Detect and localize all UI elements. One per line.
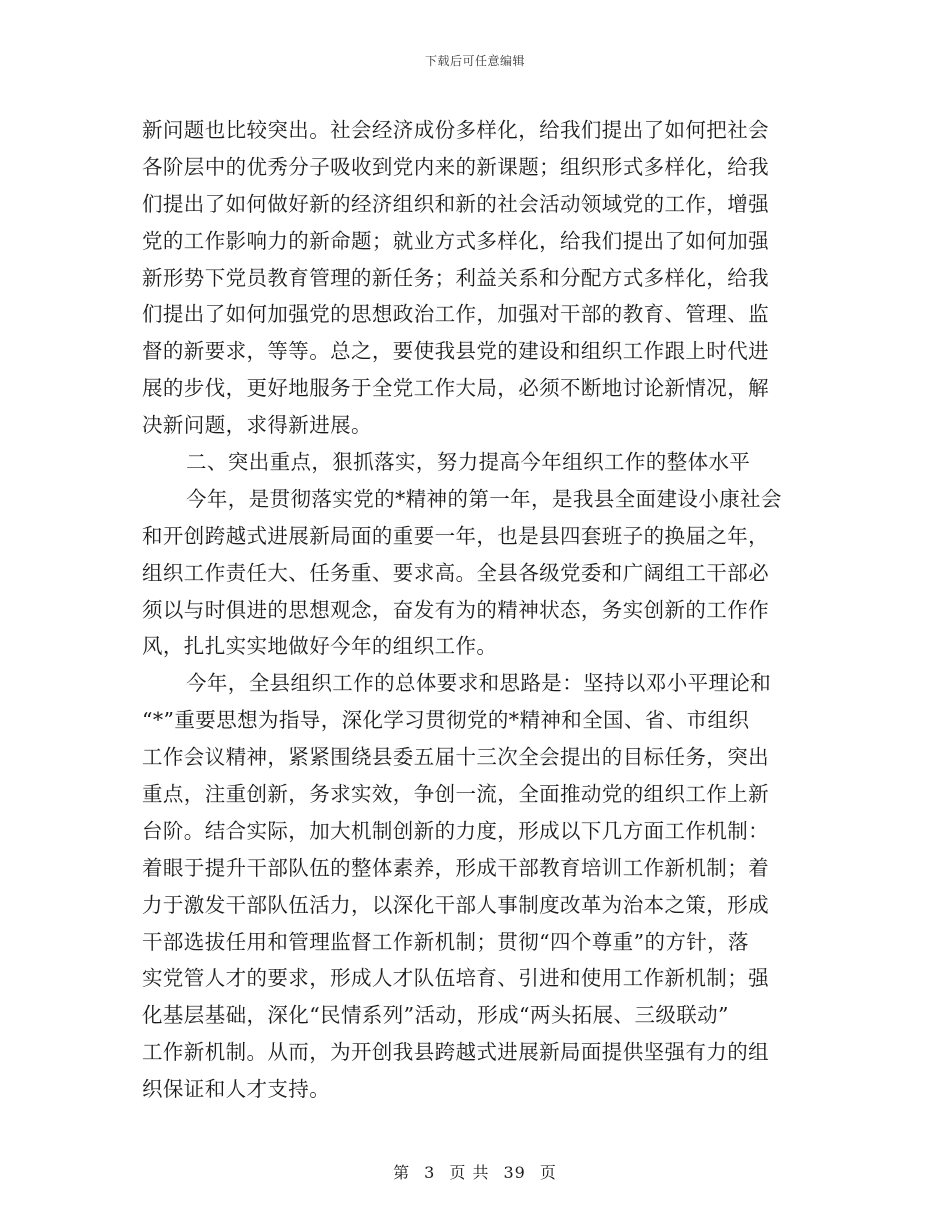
text-line: 干部选拔任用和管理监督工作新机制；贯彻“四个尊重”的方针，落 — [142, 929, 749, 954]
text-line: 实党管人才的要求，形成人才队伍培育、引进和使用工作新机制；强 — [142, 966, 769, 991]
text-line: “*”重要思想为指导，深化学习贯彻党的*精神和全国、省、市组织 — [142, 708, 750, 733]
text-line: 重点，注重创新，务求实效，争创一流，全面推动党的组织工作上新 — [142, 782, 769, 807]
text-line: 着眼于提升干部队伍的整体素养，形成干部教育培训工作新机制；着 — [142, 855, 769, 880]
text-line: 新形势下党员教育管理的新任务；利益关系和分配方式多样化，给我 — [142, 265, 769, 290]
text-line: 化基层基础，深化“民情系列”活动，形成“两头拓展、三级联动” — [142, 1003, 729, 1028]
text-line: 织保证和人才支持。 — [142, 1077, 331, 1102]
text-line: 须以与时俱进的思想观念，奋发有为的精神状态，务实创新的工作作 — [142, 597, 769, 622]
text-line: 工作会议精神，紧紧围绕县委五届十三次全会提出的目标任务，突出 — [142, 745, 769, 770]
text-line: 们提出了如何做好新的经济组织和新的社会活动领域党的工作，增强 — [142, 191, 769, 216]
page-footer — [0, 1160, 950, 1183]
text-line: 今年，全县组织工作的总体要求和思路是：坚持以邓小平理论和 — [186, 671, 772, 696]
text-line: 和开创跨越式进展新局面的重要一年，也是县四套班子的换届之年， — [142, 523, 769, 548]
text-line: 督的新要求，等等。总之，要使我县党的建设和组织工作跟上时代进 — [142, 339, 769, 364]
footer-suffix: 页 — [539, 1163, 557, 1182]
text-line: 今年，是贯彻落实党的*精神的第一年，是我县全面建设小康社会 — [186, 486, 782, 511]
current-page-number: 3 — [424, 1163, 436, 1182]
section-heading: 二、突出重点，狠抓落实，努力提高今年组织工作的整体水平 — [186, 450, 751, 475]
text-line: 展的步伐，更好地服务于全党工作大局，必须不断地讨论新情况，解 — [142, 376, 769, 401]
text-line: 们提出了如何加强党的思想政治工作，加强对干部的教育、管理、监 — [142, 302, 769, 327]
text-line: 台阶。结合实际，加大机制创新的力度，形成以下几方面工作机制： — [142, 818, 769, 843]
text-line: 党的工作影响力的新命题；就业方式多样化，给我们提出了如何加强 — [142, 228, 769, 253]
total-page-count: 39 — [503, 1163, 526, 1182]
text-line: 风，扎扎实实地做好今年的组织工作。 — [142, 634, 498, 659]
text-line: 各阶层中的优秀分子吸收到党内来的新课题；组织形式多样化，给我 — [142, 154, 769, 179]
text-line: 决新问题，求得新进展。 — [142, 413, 372, 438]
text-line: 工作新机制。从而，为开创我县跨越式进展新局面提供坚强有力的组 — [142, 1040, 769, 1065]
text-line: 组织工作责任大、任务重、要求高。全县各级党委和广阔组工干部必 — [142, 560, 769, 585]
document-body — [142, 112, 810, 1108]
page-header: 下载后可任意编辑 — [424, 54, 525, 68]
footer-prefix: 第 — [393, 1163, 411, 1182]
text-line: 新问题也比较突出。社会经济成份多样化，给我们提出了如何把社会 — [142, 118, 769, 142]
text-line: 力于激发干部队伍活力，以深化干部人事制度改革为治本之策，形成 — [142, 892, 769, 917]
footer-middle: 页 共 — [449, 1163, 490, 1182]
